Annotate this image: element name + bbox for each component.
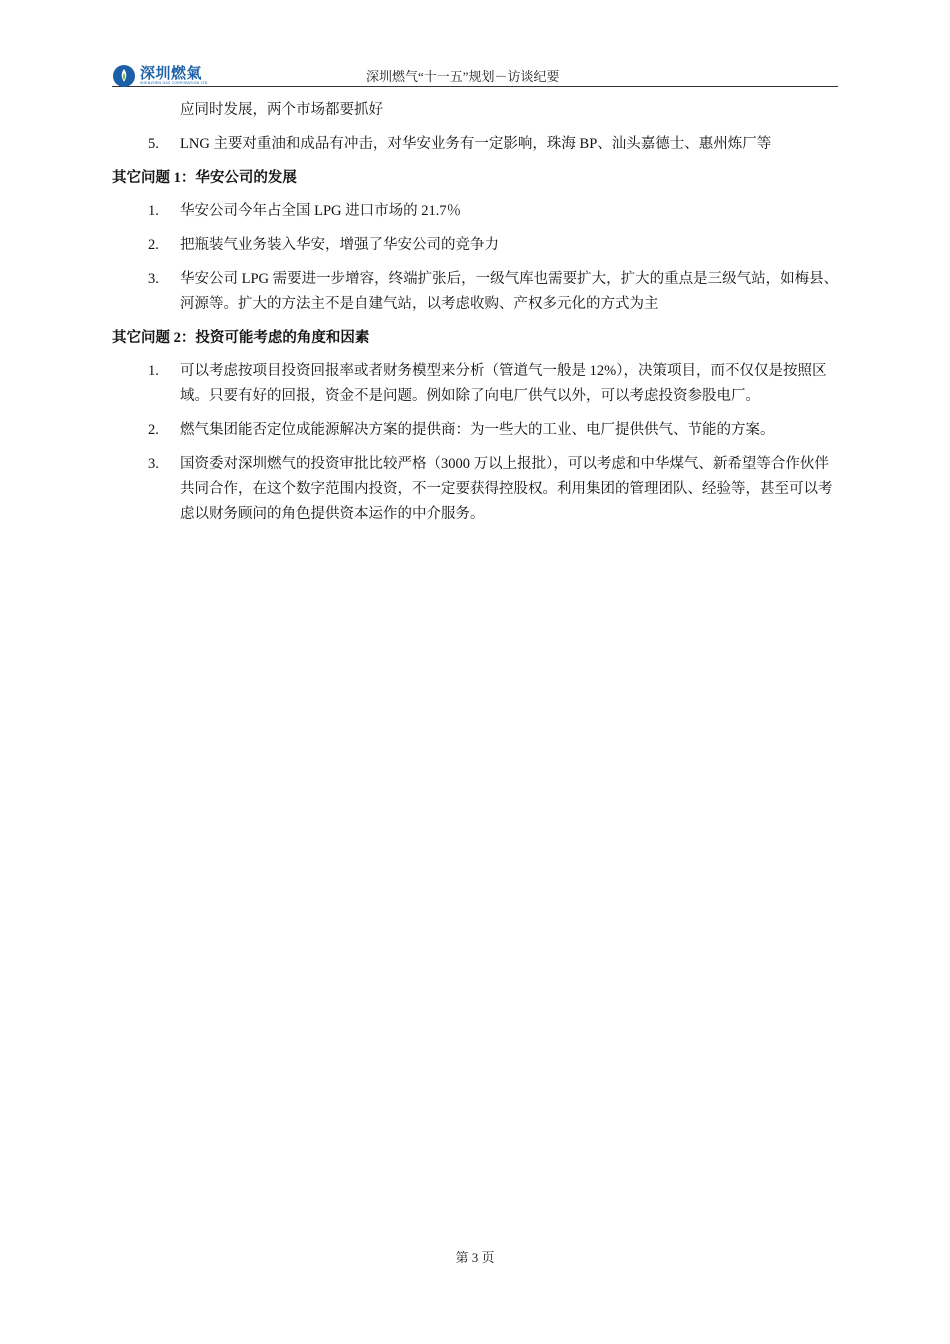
list-number: 5. [148, 136, 159, 152]
list-number: 2. [148, 422, 159, 438]
list-text: 华安公司今年占全国 LPG 进口市场的 21.7％ [180, 203, 462, 219]
list-text: 燃气集团能否定位成能源解决方案的提供商：为一些大的工业、电厂提供供气、节能的方案。 [180, 422, 775, 438]
list-text: 国资委对深圳燃气的投资审批比较严格（3000 万以上报批），可以考虑和中华煤气、新希望等合作伙伴共同合作，在这个数字范围内投资，不一定要获得控股权。利用集团的管理团队、经验等，甚至可以考虑以财务顾问的角色提供资本运作的中介服务。 [180, 456, 833, 522]
list-item [112, 359, 840, 409]
section-heading: 其它问题 2：投资可能考虑的角度和因素 [112, 330, 370, 346]
flame-logo-icon [112, 64, 136, 88]
list-text: 把瓶装气业务装入华安，增强了华安公司的竞争力 [180, 237, 499, 253]
company-logo [112, 64, 208, 88]
list-number: 2. [148, 237, 159, 253]
page-header [112, 62, 838, 87]
logo-subtext: SHENZHEN GAS CORPORATION LTD [140, 81, 208, 85]
document-body [112, 98, 840, 536]
page-number: 第 3 页 [455, 1250, 495, 1265]
list-item [112, 452, 840, 527]
list-text: LNG 主要对重油和成品有冲击，对华安业务有一定影响，珠海 BP、汕头嘉德士、惠州炼厂等 [180, 136, 772, 152]
list-item [112, 233, 840, 258]
list-number: 1. [148, 363, 159, 379]
list-item [112, 267, 840, 317]
list-item [112, 418, 840, 443]
logo-wordmark: 深圳燃氣 [140, 64, 203, 82]
list-item [112, 132, 840, 157]
header-title: 深圳燃气“十一五”规划－访谈纪要 [366, 69, 560, 84]
continued-text: 应同时发展，两个市场都要抓好 [180, 102, 383, 118]
section-heading: 其它问题 1：华安公司的发展 [112, 170, 297, 186]
list-number: 3. [148, 271, 159, 287]
list-text: 华安公司 LPG 需要进一步增容，终端扩张后，一级气库也需要扩大，扩大的重点是三级气站，如梅县、河源等。扩大的方法主不是自建气站，以考虑收购、产权多元化的方式为主 [180, 271, 839, 312]
list-item [112, 199, 840, 224]
list-text: 可以考虑按项目投资回报率或者财务模型来分析（管道气一般是 12%），决策项目，而不仅仅是按照区域。只要有好的回报，资金不是问题。例如除了向电厂供气以外，可以考虑投资参股电厂。 [180, 363, 827, 404]
list-number: 1. [148, 203, 159, 219]
list-number: 3. [148, 456, 159, 472]
